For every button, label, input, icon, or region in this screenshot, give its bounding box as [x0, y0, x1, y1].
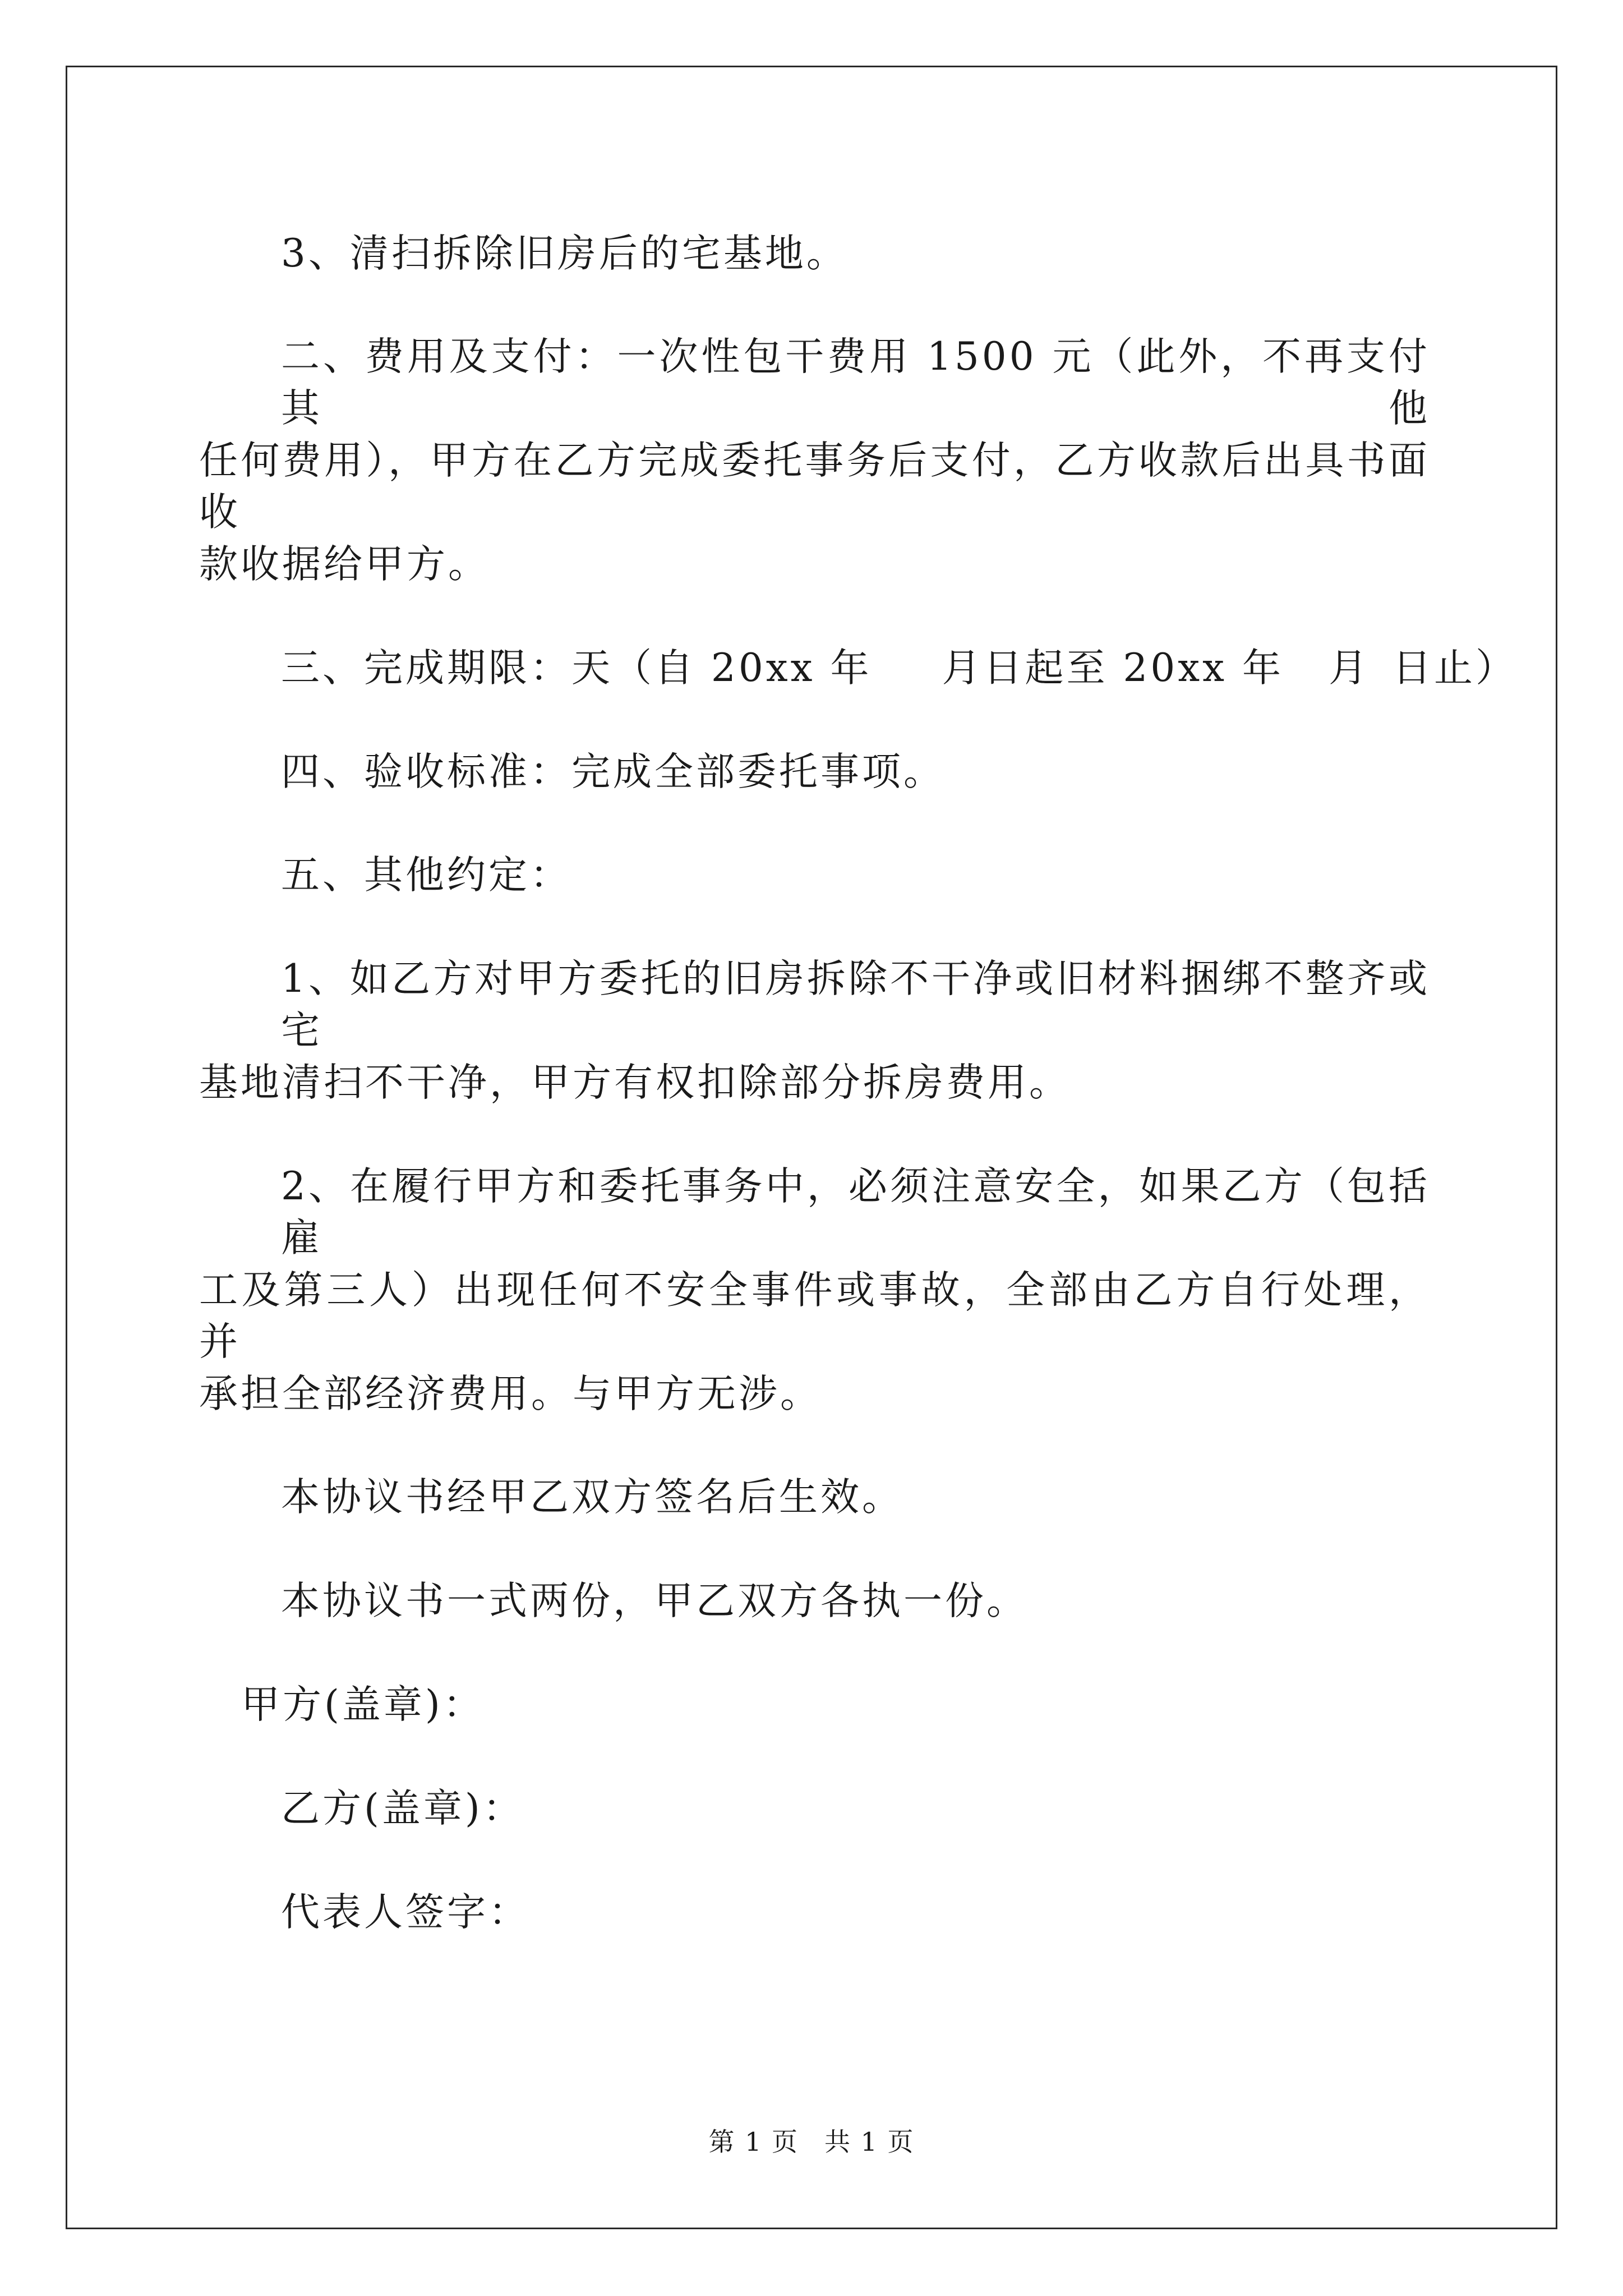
acceptance-paragraph: 四、验收标准：完成全部委托事项。 [281, 749, 945, 794]
copies-clause: 本协议书一式两份，甲乙双方各执一份。 [281, 1579, 1028, 1623]
other-term-2-line-3: 承担全部经济费用。与甲方无涉。 [199, 1372, 822, 1416]
page-footer [0, 2125, 1623, 2159]
deadline-paragraph [281, 642, 1517, 694]
page-number-total: 共 1 页 [824, 2127, 915, 2157]
other-term-1-line-1: 1、如乙方对甲方委托的旧房拆除不干净或旧材料捆绑不整齐或宅 [281, 956, 1430, 1053]
item-3-paragraph: 3、清扫拆除旧房后的宅基地。 [281, 231, 848, 276]
other-term-1-line-2: 基地清扫不干净，甲方有权扣除部分拆房费用。 [199, 1060, 1071, 1105]
other-term-2-line-2: 工及第三人）出现任何不安全事件或事故，全部由乙方自行处理，并 [199, 1268, 1430, 1364]
deadline-part-3: 月 [1329, 646, 1370, 691]
page-number-current: 第 1 页 [708, 2127, 799, 2157]
party-b-signature-label: 乙方(盖章)： [281, 1786, 524, 1831]
fee-paragraph-line-2: 任何费用），甲方在乙方完成委托事务后支付，乙方收款后出具书面收 [199, 438, 1430, 535]
fee-paragraph-line-1: 二、费用及支付：一次性包干费用 1500 元（此外，不再支付其他 [281, 334, 1430, 431]
deadline-part-2: 月日起至 20xx 年 [942, 646, 1284, 691]
deadline-part-1: 三、完成期限：天（自 20xx 年 [281, 646, 872, 691]
party-a-signature-label: 甲方(盖章)： [241, 1682, 485, 1727]
effective-clause: 本协议书经甲乙双方签名后生效。 [281, 1475, 903, 1520]
fee-paragraph-line-3: 款收据给甲方。 [199, 542, 490, 587]
deadline-part-4: 日止） [1393, 646, 1517, 691]
other-term-2-line-1: 2、在履行甲方和委托事务中，必须注意安全，如果乙方（包括雇 [281, 1164, 1430, 1260]
representative-signature-label: 代表人签字： [281, 1890, 530, 1935]
other-terms-heading: 五、其他约定： [281, 853, 571, 898]
